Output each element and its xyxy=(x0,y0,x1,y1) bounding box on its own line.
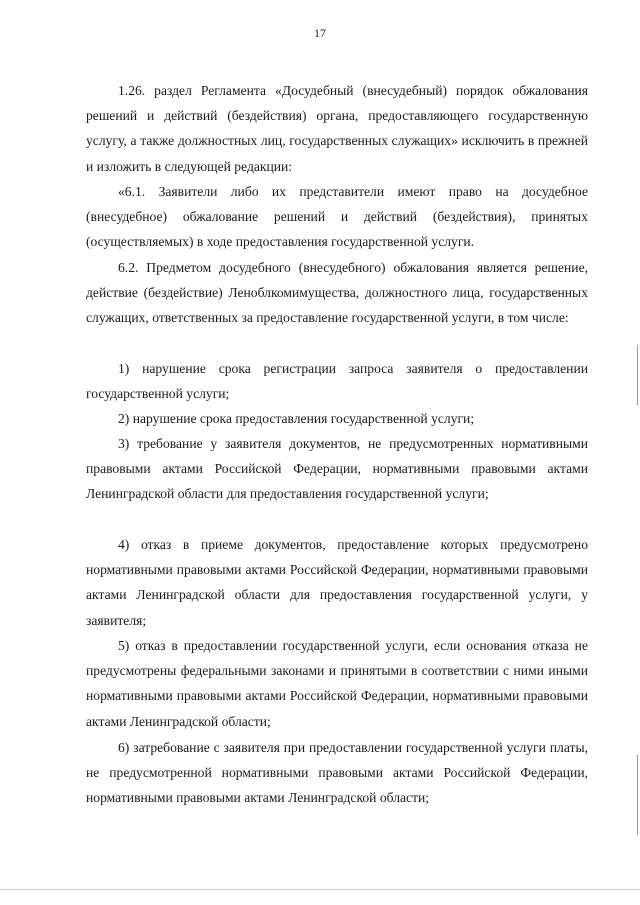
scan-edge-mark xyxy=(637,345,638,405)
scan-edge-mark xyxy=(637,755,638,835)
list-item-6: 6) затребование с заявителя при предоставлении государственной услуги платы, не предусмотренной нормативными правовыми актами Российской Федерации, нормативными правовыми актами Ленинградской области; xyxy=(86,740,588,806)
page-number: 17 xyxy=(314,26,326,40)
paragraph-6-2: 6.2. Предметом досудебного (внесудебного) обжалования является решение, действие (бездействие) Леноблкомимущества, должностного лица, государственных служащих, ответственных за предоставление государственной услуги, в том числе: xyxy=(86,260,588,326)
list-item-4: 4) отказ в приеме документов, предоставление которых предусмотрено нормативными правовыми актами Российской Федерации, нормативными правовыми актами Ленинградской области для предоставления государственной услуги, у заявителя; xyxy=(86,537,588,628)
list-item-5: 5) отказ в предоставлении государственной услуги, если основания отказа не предусмотрены федеральными законами и принятыми в соответствии с ними иными нормативными правовыми актами Российской Федерации, нормативными правовыми актами Ленинградской области; xyxy=(86,638,588,729)
paragraph-1-26: 1.26. раздел Регламента «Досудебный (внесудебный) порядок обжалования решений и действий (бездействия) органа, предоставляющего государственную услугу, а также должностных лиц, государственных служащих» исключить в прежней и изложить в следующей редакции: xyxy=(86,83,588,174)
scan-bottom-edge xyxy=(0,889,640,890)
list-item-2: 2) нарушение срока предоставления государственной услуги; xyxy=(118,411,475,426)
list-item-3: 3) требование у заявителя документов, не предусмотренных нормативными правовыми актами Российской Федерации, нормативными правовыми актами Ленинградской области для предоставления государственной услуги; xyxy=(86,436,588,502)
list-item-1: 1) нарушение срока регистрации запроса заявителя о предоставлении государственной услуги; xyxy=(86,361,588,402)
paragraph-6-1: «6.1. Заявители либо их представители имеют право на досудебное (внесудебное) обжалование решений и действий (бездействия), принятых (осуществляемых) в ходе предоставления государственной услуги. xyxy=(86,184,588,250)
